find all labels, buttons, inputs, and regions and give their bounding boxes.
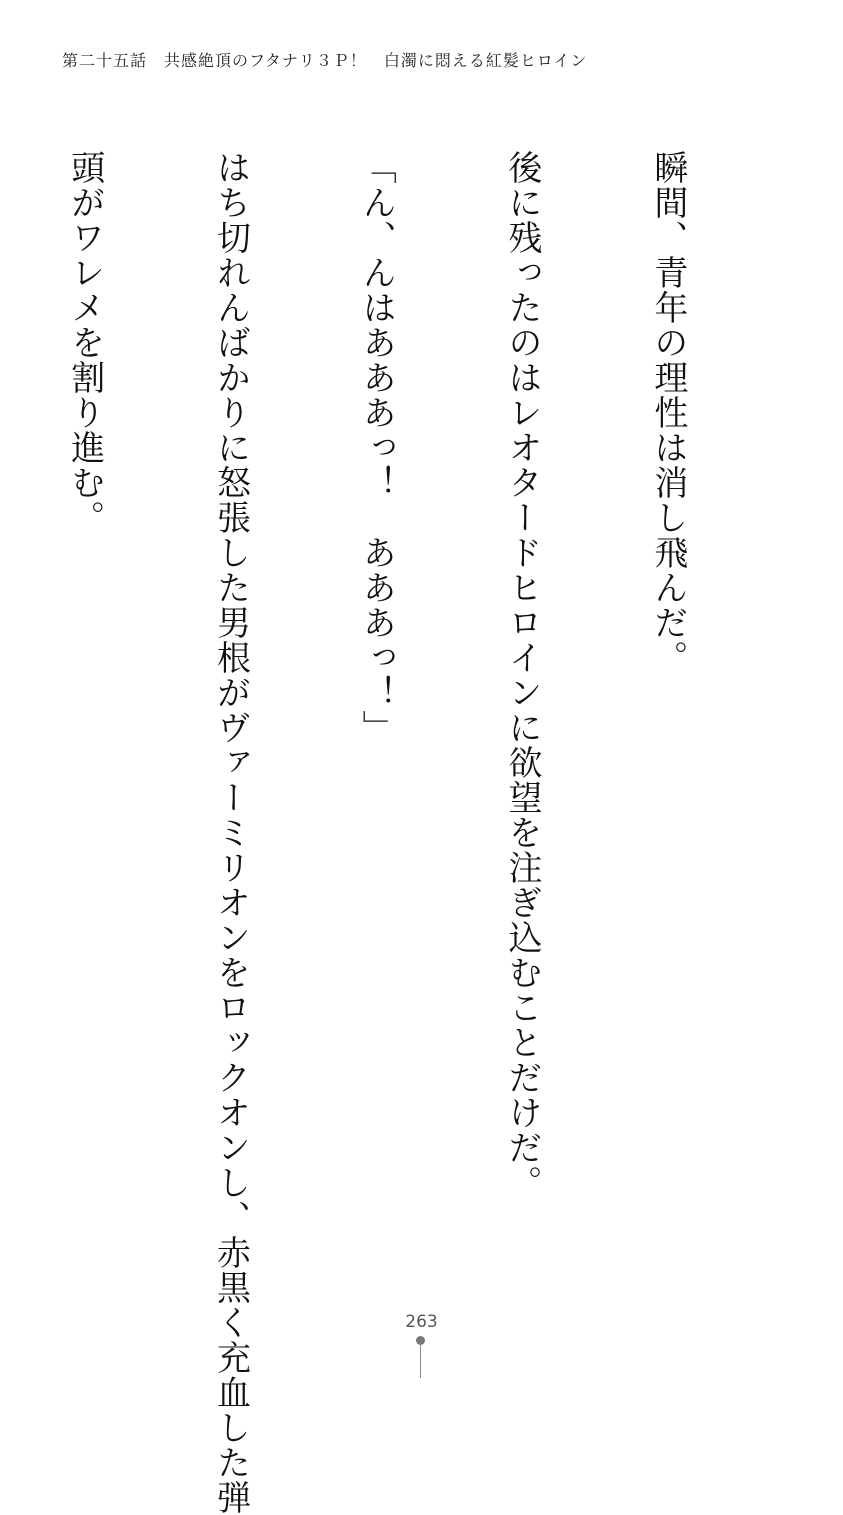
running-header: 第二十五話 共感絶頂のフタナリ３Ｐ！ 白濁に悶える紅髪ヒロイン bbox=[62, 51, 588, 70]
page-number: 263 bbox=[405, 1312, 438, 1332]
text-column: はち切れんばかりに怒張した男根がヴァーミリオンをロックオンし、赤黒く充血した弾 bbox=[210, 150, 251, 1515]
folio-line-ornament bbox=[420, 1343, 421, 1378]
text-column: 「ん、んはあああっ！ あああっ！」 bbox=[356, 150, 397, 745]
body-text bbox=[0, 150, 789, 1515]
text-column: 瞬間、青年の理性は消し飛んだ。 bbox=[647, 150, 688, 675]
text-column: 頭がワレメを割り進む。 bbox=[64, 150, 105, 535]
text-column: 後に残ったのはレオタードヒロインに欲望を注ぎ込むことだけだ。 bbox=[502, 150, 543, 1200]
